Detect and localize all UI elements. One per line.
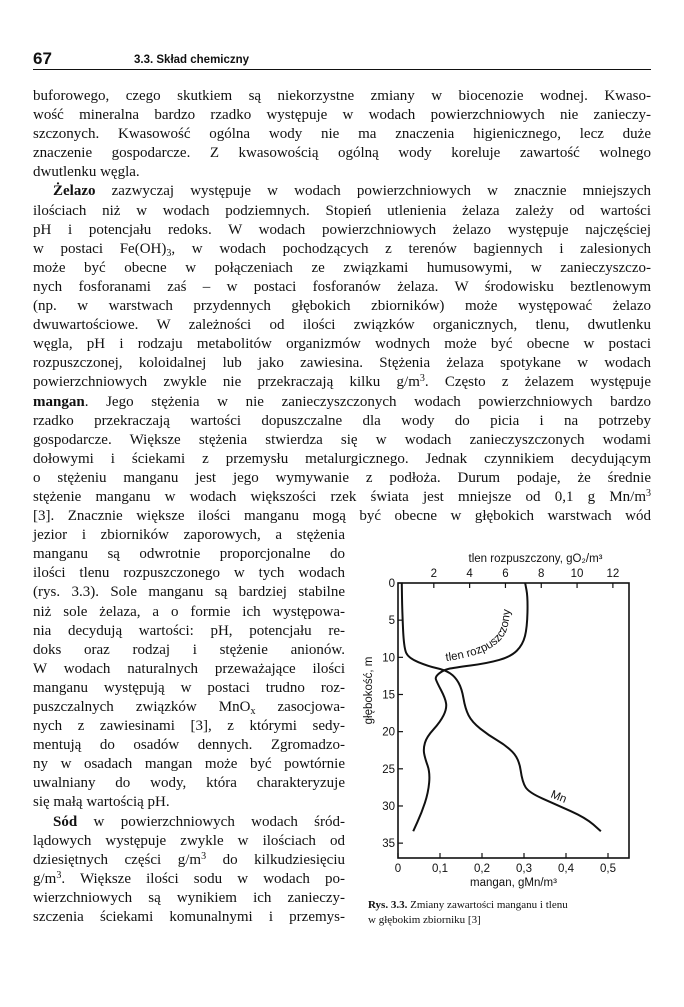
text-segment: dziesiętnych części g/m [33,851,202,868]
text-segment: , w wodach pochodzących z terenów bagiennych i zalesionych [171,240,651,257]
text-segment: ilości tlenu rozpuszczonego w tych wodach [33,565,345,582]
text-segment: 3 [166,247,172,259]
oxygen-curve-label [445,608,513,663]
text-segment: niż sole żelaza, a o formie ich występowa- [33,603,345,620]
text-segment: Żelazo [53,183,96,200]
x-top-tick-label: 12 [606,568,620,580]
text-segment: lądowych występuje zwykle w ilościach od [33,832,345,849]
y-tick-label: 15 [382,689,395,702]
text-segment: puszczalnych związków MnO [33,699,251,715]
y-tick-label: 0 [388,578,395,590]
manganese-curve-label: Mn [548,788,569,806]
x-bottom-tick-label: 0,5 [600,863,616,875]
text-segment: do kilkudziesięciu [206,851,345,868]
x-bottom-tick-label: 0 [394,863,402,875]
text-segment: dwuwartościowe. W zależności od ilości związków organicznych, tlenu, dwutlenku [33,317,651,334]
text-segment: buforowego, czego skutkiem są niekorzystne zmiany w biocenozie wodnej. Kwaso- [33,88,651,104]
y-tick-label: 25 [382,763,395,776]
text-segment: powierzchniowych zwykle nie przekraczają kilku g/m [33,374,420,391]
text-segment: 3 [646,487,651,499]
page-number: 67 [33,49,52,68]
x-top-tick-label: 8 [538,568,545,580]
text-segment: w postaci Fe(OH) [33,240,167,257]
y-tick-label: 5 [388,615,395,628]
text-segment: . Często z żelazem występuje [424,374,651,391]
text-segment: (rys. 3.3). Sole manganu są bardziej stabilne [33,584,345,601]
text-segment: [3]. Znacznie większe ilości manganu mogą być obecne w głębokich warstwach wód [33,508,651,525]
text-segment: zazwyczaj występuje w wodach powierzchniowych w znacznie mniejszych [95,183,651,200]
text-segment: uwalniany do wody, która charakteryzuje [33,775,345,792]
text-segment: rozpuszczonej, koloidalnej lub jako zawiesina. Stężenia żelaza spotykane w wodach [33,355,651,372]
text-segment: . Jego stężenia w nie zanieczyszczonych wodach powierzchniowych bardzo [84,393,651,410]
text-segment: nych fosforanami zaś – w postaci fosforanów żelaza. W środowisku beztlenowym [33,278,651,295]
caption-label: Rys. 3.3. [368,899,408,911]
text-segment: manganu występują w postaci trudno roz- [33,679,345,696]
text-segment: może być obecne w połączeniach ze związkami humusowymi, w zanieczyszczo- [33,259,651,276]
text-segment: stężenie manganu w wodach większości rzek świata jest mniejsze od 0,1 g Mn/m [33,488,646,505]
text-segment: dwutlenku węgla. [33,164,140,181]
y-tick-label: 35 [382,838,395,851]
running-header: 3.3. Skład chemiczny [134,54,250,66]
text-segment: W wodach naturalnych przeważające ilości [33,660,345,677]
y-axis-label: głębokość, m [363,656,375,725]
text-segment: x [250,706,256,717]
x-bottom-tick-label: 0,4 [558,863,574,875]
y-tick-label: 10 [382,652,395,665]
text-segment: węgla, pH i rodzaju metabolitów organizmów wodnych może być obecne w postaci [33,336,651,353]
text-segment: nia decydują wartości: pH, potencjału re- [33,622,345,639]
figure-caption-line-1 [368,899,568,911]
x-top-axis-label: tlen rozpuszczony, gO₂/m³ [468,553,603,565]
x-bottom-tick-label: 0,2 [474,863,490,875]
text-segment: nych z zawiesinami [3], z którymi sedy- [33,718,345,735]
text-segment: 3 [56,869,62,881]
text-segment: jezior i zbiorników zaporowych, a stężenia [33,527,345,544]
text-segment: dołowymi i ściekami z przemysłu metalurgicznego. Jednak czynnikiem decydującym [33,450,651,467]
y-tick-label: 20 [382,726,395,739]
text-segment: doks oraz rodzaj i stężenie anionów. [33,641,345,658]
x-top-tick-label: 10 [570,568,584,580]
text-segment: (np. w warstwach przydennych głębokich zbiorników) może występować żelazo [33,298,651,315]
plot-frame [398,583,629,858]
x-bottom-axis-label: mangan, gMn/m³ [470,877,557,889]
x-top-tick-label: 2 [430,568,438,580]
text-segment: zasocjowa- [255,699,345,715]
text-segment: ilościach niż w wodach podziemnych. Stopień utlenienia żelaza zależy od wartości [33,202,651,219]
text-segment: o stężeniu manganu jest jego wymywanie z podłoża. Durum podaje, że średnie [33,469,651,486]
x-top-tick-label: 6 [502,568,509,580]
text-segment: 3 [201,850,207,862]
text-segment: w powierzchniowych wodach śród- [77,813,345,830]
y-tick-label: 30 [382,800,395,813]
text-segment: wierzchniowych są wynikiem ich zanieczy- [33,889,345,906]
text-segment: g/m [33,870,57,887]
x-top-tick-label: 4 [466,568,473,580]
text-segment: . Większe ilości sodu w wodach po- [61,870,345,887]
text-segment: ny w osadach mangan może być powtórnie [33,756,345,773]
text-segment: się małą wartością pH. [33,794,170,811]
text-segment: wość mineralna bardzo rzadko występuje w wodach powierzchniowych nie zanieczy- [33,107,651,124]
figure-caption-line-2: w głębokim zbiorniku [3] [368,914,481,926]
text-segment: mentują do osadów dennych. Zgromadzo- [33,737,345,754]
text-segment: pH i potencjału redoks. W wodach powierzchniowych żelazo występuje najczęściej [33,221,651,238]
text-segment: rzadko przekraczają wartości dopuszczalne dla wody do picia i na potrzeby [33,412,651,429]
text-segment: gospodarcze. Większe stężenia stwierdza się w wodach zanieczyszczonych wodami [33,431,651,448]
text-segment: szczonych. Kwasowość ogólna wody nie ma znaczenia higienicznego, lecz duże [33,126,651,143]
x-bottom-tick-label: 0,3 [516,863,532,875]
x-bottom-tick-label: 0,1 [432,863,448,875]
text-segment: znaczenie gospodarcze. Z kwasowością ogólną wody koreluje zawartość wolnego [33,145,651,162]
text-segment: szczenia ściekami komunalnymi i przemys- [33,909,345,926]
oxygen-curve-label-text: tlen rozpuszczony [444,608,514,664]
text-segment: Sód [53,813,78,830]
text-segment: mangan [33,393,85,410]
text-segment: 3 [419,373,425,385]
text-segment: manganu są odwrotnie proporcjonalne do [33,546,345,563]
caption-text: Zmiany zawartości manganu i tlenu [407,899,568,911]
